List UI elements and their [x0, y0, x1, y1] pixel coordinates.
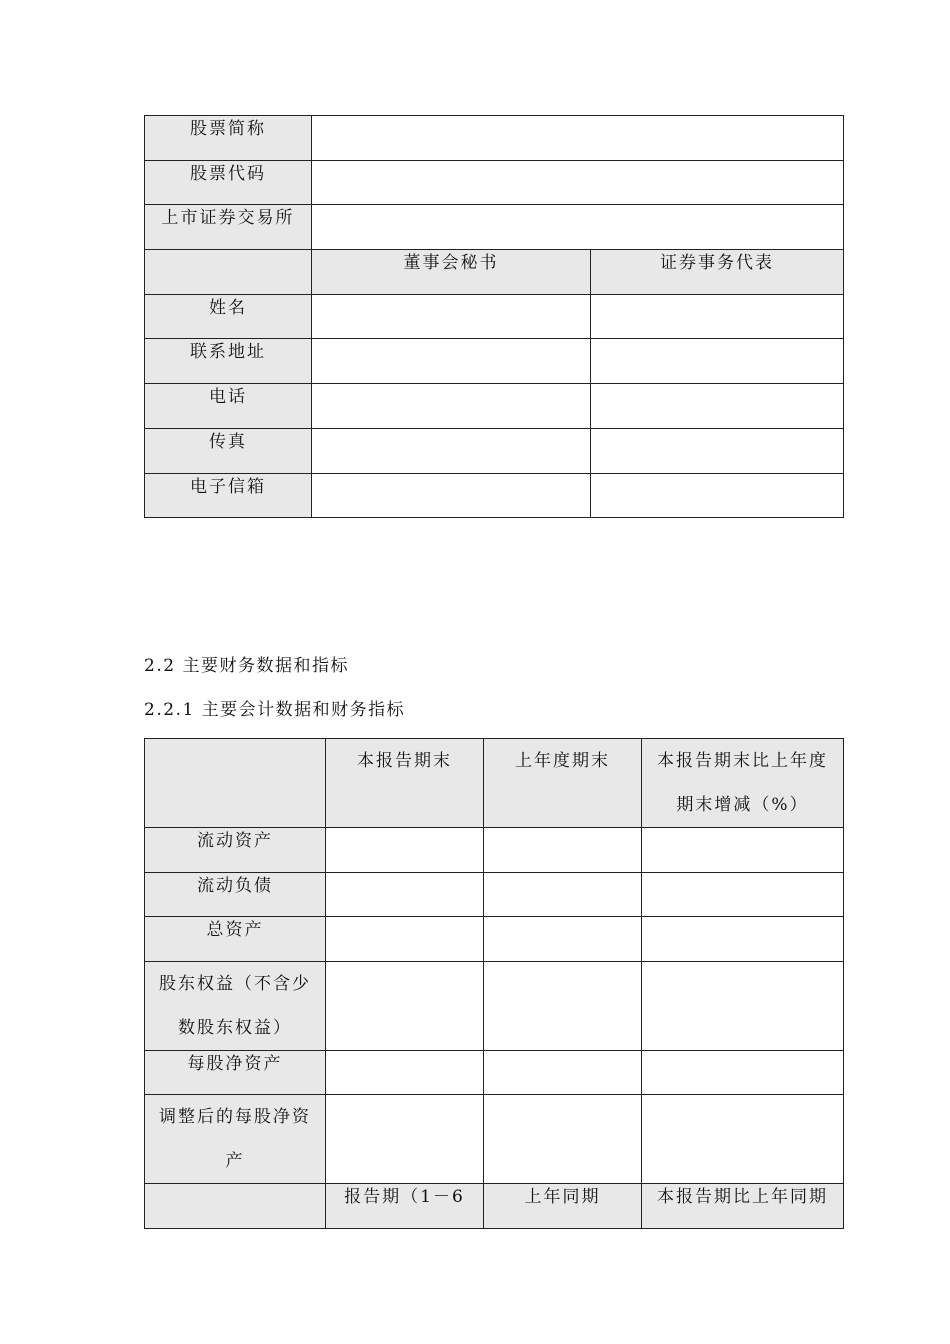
table-row — [145, 1050, 844, 1095]
table-row — [145, 961, 844, 1050]
stock-info-table — [144, 115, 844, 518]
net-assets-per-share-label: 每股净资产 — [145, 1050, 326, 1095]
table-cell[interactable] — [326, 1050, 484, 1095]
representative-address-value[interactable] — [591, 339, 844, 384]
secretary-fax-value[interactable] — [312, 428, 591, 473]
change-percent-header: 本报告期末比上年度期末增减（%） — [642, 739, 844, 828]
table-row — [145, 872, 844, 917]
representative-phone-value[interactable] — [591, 384, 844, 429]
table-cell[interactable] — [484, 1050, 642, 1095]
secretary-address-value[interactable] — [312, 339, 591, 384]
secretary-column-header: 董事会秘书 — [312, 250, 591, 295]
table-row — [145, 205, 844, 250]
table-cell[interactable] — [326, 917, 484, 962]
exchange-value[interactable] — [312, 205, 844, 250]
table-row — [145, 1095, 844, 1184]
empty-header-cell — [145, 739, 326, 828]
financial-data-table — [144, 738, 844, 1229]
table-row — [145, 116, 844, 161]
table-cell[interactable] — [642, 1095, 844, 1184]
table-cell[interactable] — [484, 872, 642, 917]
representative-column-header: 证券事务代表 — [591, 250, 844, 295]
prior-year-period-header: 上年同期 — [484, 1184, 642, 1229]
name-label: 姓名 — [145, 294, 312, 339]
secretary-phone-value[interactable] — [312, 384, 591, 429]
total-assets-label: 总资产 — [145, 917, 326, 962]
table-cell[interactable] — [326, 961, 484, 1050]
table-header-row — [145, 739, 844, 828]
table-row — [145, 384, 844, 429]
current-liabilities-label: 流动负债 — [145, 872, 326, 917]
empty-header-cell — [145, 1184, 326, 1229]
table-row — [145, 160, 844, 205]
current-assets-label: 流动资产 — [145, 828, 326, 873]
secretary-name-value[interactable] — [312, 294, 591, 339]
address-label: 联系地址 — [145, 339, 312, 384]
shareholder-equity-label: 股东权益（不含少数股东权益） — [145, 961, 326, 1050]
table-cell[interactable] — [326, 872, 484, 917]
stock-name-value[interactable] — [312, 116, 844, 161]
section-heading-2-2: 2.2 主要财务数据和指标 — [144, 656, 349, 676]
table-cell[interactable] — [642, 961, 844, 1050]
empty-header-cell — [145, 250, 312, 295]
representative-fax-value[interactable] — [591, 428, 844, 473]
email-label: 电子信箱 — [145, 473, 312, 518]
stock-code-value[interactable] — [312, 160, 844, 205]
stock-name-label: 股票简称 — [145, 116, 312, 161]
exchange-label: 上市证券交易所 — [145, 205, 312, 250]
stock-code-label: 股票代码 — [145, 160, 312, 205]
table-cell[interactable] — [484, 828, 642, 873]
table-cell[interactable] — [642, 917, 844, 962]
table-row — [145, 428, 844, 473]
table-cell[interactable] — [484, 1095, 642, 1184]
table-cell[interactable] — [642, 828, 844, 873]
table-header-row — [145, 250, 844, 295]
fax-label: 传真 — [145, 428, 312, 473]
phone-label: 电话 — [145, 384, 312, 429]
table-row — [145, 828, 844, 873]
section-heading-2-2-1: 2.2.1 主要会计数据和财务指标 — [144, 700, 406, 720]
table-row — [145, 473, 844, 518]
table-row — [145, 917, 844, 962]
adjusted-net-assets-per-share-label: 调整后的每股净资产 — [145, 1095, 326, 1184]
secretary-email-value[interactable] — [312, 473, 591, 518]
table-row — [145, 294, 844, 339]
period-end-header: 本报告期末 — [326, 739, 484, 828]
representative-email-value[interactable] — [591, 473, 844, 518]
table-cell[interactable] — [642, 872, 844, 917]
table-cell[interactable] — [484, 961, 642, 1050]
table-cell[interactable] — [326, 1095, 484, 1184]
prior-year-end-header: 上年度期末 — [484, 739, 642, 828]
report-period-header: 报告期（1－6 — [326, 1184, 484, 1229]
table-header-row — [145, 1184, 844, 1229]
table-cell[interactable] — [326, 828, 484, 873]
table-cell[interactable] — [642, 1050, 844, 1095]
table-cell[interactable] — [484, 917, 642, 962]
representative-name-value[interactable] — [591, 294, 844, 339]
table-row — [145, 339, 844, 384]
period-change-header: 本报告期比上年同期 — [642, 1184, 844, 1229]
